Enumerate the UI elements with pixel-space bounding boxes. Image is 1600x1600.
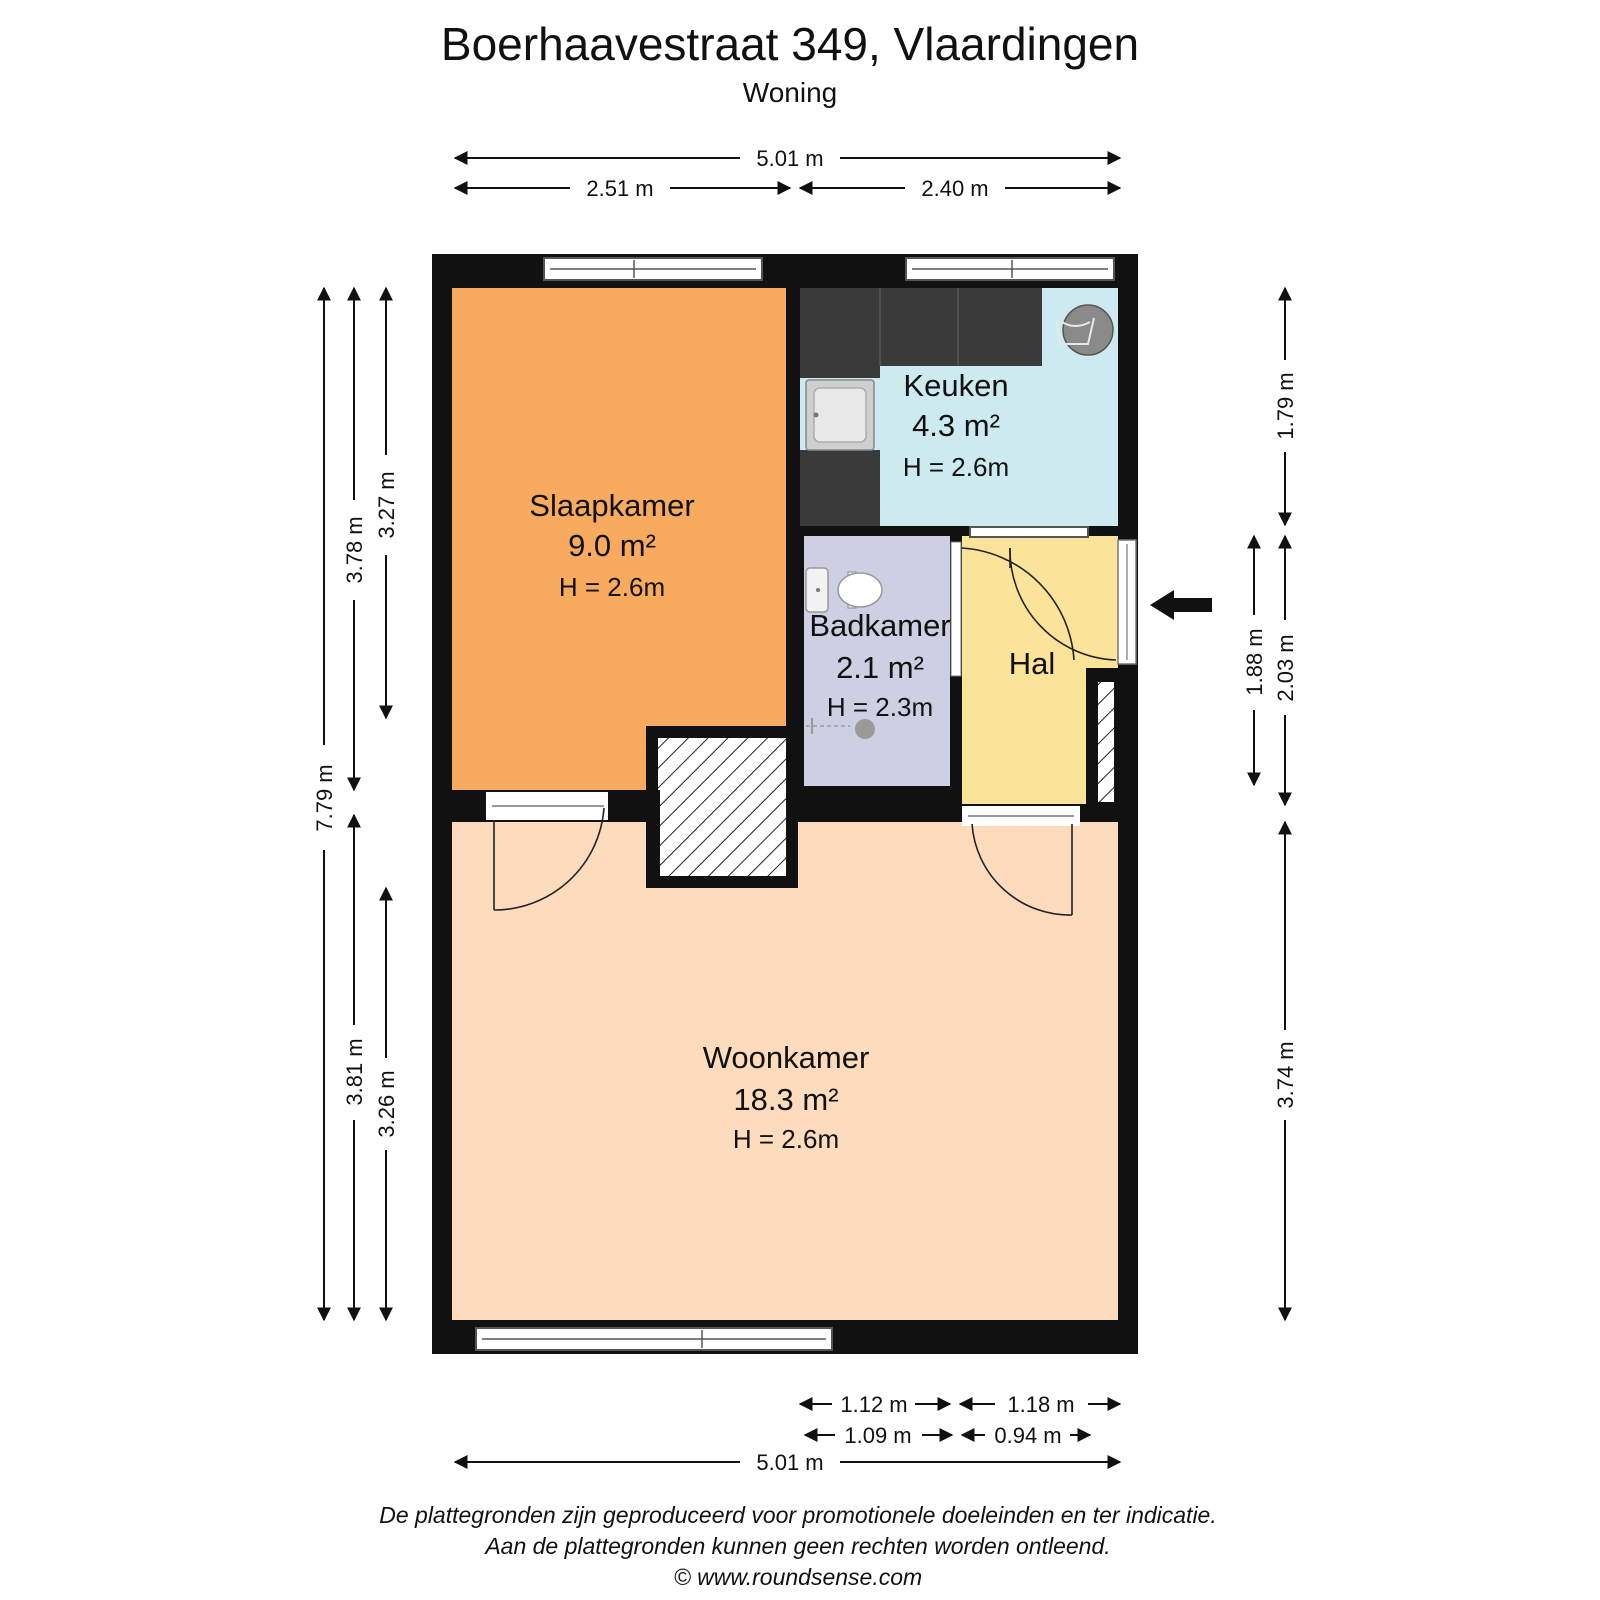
dimension-label: 1.79 m [1273,372,1298,440]
dimension-bottom-c [805,1423,952,1448]
room-label-hal: Hal [1008,646,1056,681]
room-area-slaapkamer: 9.0 m² [568,528,656,563]
dimension-label: 3.78 m [342,516,367,584]
dimension-label: 1.18 m [1007,1392,1075,1417]
room-area-badkamer: 2.1 m² [836,650,924,685]
shaft-hatched-area [658,738,786,876]
dimension-label: 3.74 m [1273,1041,1298,1109]
room-label-badkamer: Badkamer [809,608,951,643]
window-slaapkamer-top [544,258,762,280]
footer-disclaimer-line-2: Aan de plattegronden kunnen geen rechten worden ontleend. [485,1533,1111,1559]
dimension-label: 1.88 m [1242,628,1267,696]
window-woonkamer-bottom [476,1328,832,1350]
dimension-bottom-d [962,1423,1090,1448]
dimension-label: 3.26 m [374,1070,399,1138]
dimension-top-left [455,176,790,201]
dimension-label: 3.81 m [342,1038,367,1106]
page-title: Boerhaavestraat 349, Vlaardingen [440,18,1140,70]
dimension-label: 0.94 m [994,1423,1062,1448]
page-subtitle: Woning [742,77,838,108]
dimension-left-lower-inner [374,888,399,1320]
dimension-left-lower-outer [342,815,367,1320]
window-hal-top [970,527,1088,537]
dimension-left-total [312,288,337,1320]
dimension-left-upper-outer [342,288,367,790]
dimension-bottom-total [455,1450,1120,1475]
dimension-right-top [1273,288,1298,525]
dimension-label: 2.40 m [921,176,989,201]
window-keuken-top [906,258,1114,280]
room-height-keuken: H = 2.6m [902,452,1010,482]
dimension-bottom-a [800,1392,950,1417]
room-label-slaapkamer: Slaapkamer [529,488,695,523]
dimension-label: 5.01 m [756,1450,824,1475]
dimension-right-mid-outer [1273,536,1298,805]
entrance-arrow-icon [1150,590,1212,620]
dimension-right-bottom [1273,822,1298,1320]
dimension-label: 1.12 m [840,1392,908,1417]
room-area-woonkamer: 18.3 m² [733,1082,839,1117]
dimension-label: 3.27 m [374,471,399,539]
room-height-badkamer: H = 2.3m [826,692,934,722]
cupboard-hatched-area [1098,682,1114,802]
dimension-label: 5.01 m [756,146,824,171]
dimension-top-right [800,176,1120,201]
dimension-label: 2.51 m [586,176,654,201]
room-label-woonkamer: Woonkamer [702,1040,870,1075]
kitchen-sink-icon [806,380,874,450]
dimension-top-total [455,146,1120,171]
room-height-woonkamer: H = 2.6m [732,1124,840,1154]
dimension-left-upper-inner [374,288,399,718]
room-area-keuken: 4.3 m² [912,408,1000,443]
room-height-slaapkamer: H = 2.6m [558,572,666,602]
dimension-label: 1.09 m [844,1423,912,1448]
dimension-right-mid-inner [1242,536,1267,785]
footer-disclaimer-line-1: De plattegronden zijn geproduceerd voor promotionele doeleinden en ter indicatie. [379,1502,1217,1528]
washbasin-icon [806,568,828,612]
dimension-label: 7.79 m [312,764,337,832]
dimension-bottom-b [960,1392,1120,1417]
toilet-icon [838,572,882,608]
footer-copyright: © www.roundsense.com [673,1564,923,1590]
room-label-keuken: Keuken [903,368,1009,403]
dimension-label: 2.03 m [1273,634,1298,702]
